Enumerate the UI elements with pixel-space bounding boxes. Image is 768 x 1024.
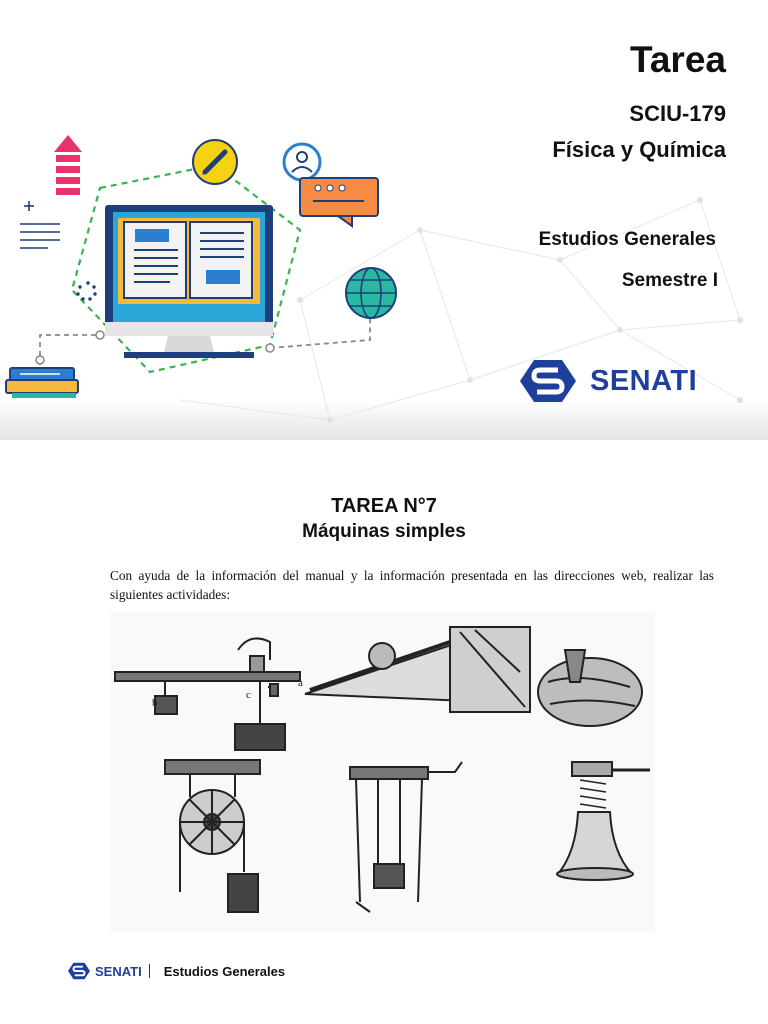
globe-icon — [346, 268, 396, 318]
semester-label: Semestre I — [621, 270, 718, 291]
lever-label-c: c — [246, 689, 251, 701]
lever-label-a: a — [298, 677, 303, 689]
e-learning-illustration — [0, 120, 420, 410]
footer-brand: SENATI — [95, 963, 142, 979]
course-name: Física y Química — [552, 137, 726, 162]
simple-machines-figure — [110, 612, 655, 932]
stacked-books-icon — [6, 368, 78, 398]
senati-wordmark: SENATI — [590, 364, 698, 397]
instructions-paragraph: Con ayuda de la información del manual y la información presentada en las direcciones web, realizar las siguientes actividades: — [110, 568, 714, 603]
footer-department: Estudios Generales — [163, 963, 286, 979]
assignment-title: TAREA N°7 — [331, 495, 437, 517]
open-book-icon — [118, 218, 260, 304]
course-code: SCIU-179 — [629, 101, 726, 126]
footer-divider — [149, 964, 150, 978]
cover-title-block — [552, 38, 726, 164]
loading-spinner-icon — [76, 281, 96, 300]
text-lines-icon — [20, 201, 60, 248]
chat-bubble-icon — [300, 178, 378, 226]
senati-footer-logo-icon — [68, 962, 90, 980]
page-footer — [68, 962, 285, 980]
upload-arrow-icon — [54, 135, 82, 195]
cover-header — [0, 0, 768, 440]
senati-logo — [520, 358, 697, 404]
pencil-icon — [193, 140, 237, 184]
department-label: Estudios Generales — [538, 229, 716, 250]
user-avatar-icon — [284, 144, 320, 180]
lever-label-b: b — [152, 697, 158, 709]
senati-logo-icon — [520, 358, 576, 404]
assignment-subtitle: Máquinas simples — [302, 521, 466, 542]
cover-title: Tarea — [630, 39, 726, 80]
